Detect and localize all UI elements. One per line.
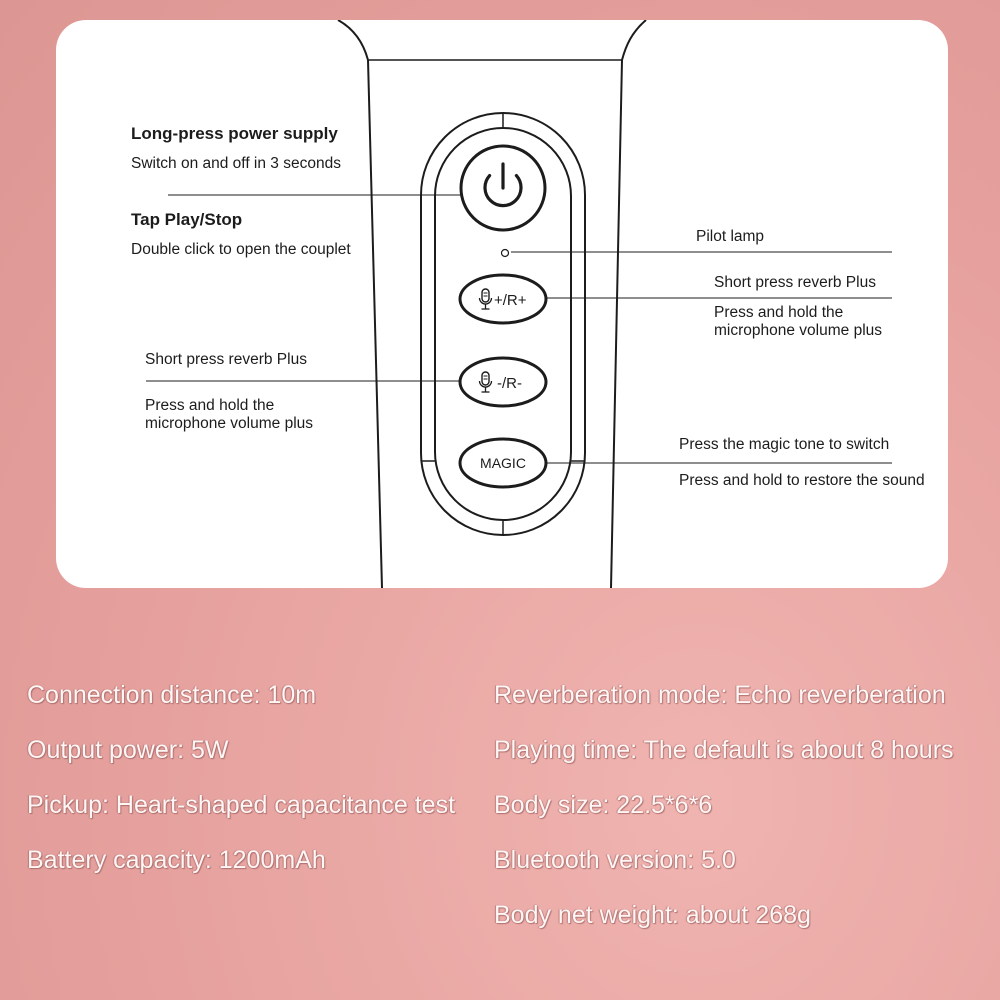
- power-callout-title: Long-press power supply: [131, 124, 338, 143]
- pilot-lamp-callout: Pilot lamp: [696, 228, 765, 245]
- power-button[interactable]: [461, 146, 545, 230]
- spec-pickup: Pickup: Heart-shaped capacitance test: [27, 791, 456, 819]
- volume-plus-callout: Press and hold the microphone volume plus: [714, 304, 883, 339]
- magic-switch-callout: Press the magic tone to switch: [679, 436, 890, 453]
- volume-minus-callout: Press and hold the microphone volume plus: [145, 397, 314, 432]
- magic-restore-callout: Press and hold to restore the sound: [679, 472, 925, 489]
- play-callout-title: Tap Play/Stop: [131, 210, 243, 229]
- spec-body-size: Body size: 22.5*6*6: [494, 791, 713, 819]
- spec-output-power: Output power: 5W: [27, 736, 229, 764]
- spec-bluetooth-version: Bluetooth version: 5.0: [494, 846, 736, 874]
- volume-minus-button[interactable]: [460, 358, 546, 406]
- reverb-minus-callout: Short press reverb Plus: [145, 351, 307, 368]
- magic-button[interactable]: [460, 439, 546, 487]
- diagram-card: [56, 20, 948, 588]
- volume-minus-label: -/R-: [497, 375, 522, 392]
- spec-body-net-weight: Body net weight: about 268g: [494, 901, 811, 929]
- magic-label: MAGIC: [480, 455, 526, 471]
- spec-reverberation-mode: Reverberation mode: Echo reverberation: [494, 681, 946, 709]
- spec-battery-capacity: Battery capacity: 1200mAh: [27, 846, 326, 874]
- pilot-lamp-indicator: [502, 250, 509, 257]
- spec-connection-distance: Connection distance: 10m: [27, 681, 317, 709]
- play-callout-desc: Double click to open the couplet: [131, 241, 351, 258]
- volume-plus-label: +/R+: [494, 292, 527, 309]
- volume-plus-button[interactable]: [460, 275, 546, 323]
- reverb-plus-callout: Short press reverb Plus: [714, 274, 876, 291]
- power-callout-desc: Switch on and off in 3 seconds: [131, 155, 341, 172]
- spec-playing-time: Playing time: The default is about 8 hours: [494, 736, 954, 764]
